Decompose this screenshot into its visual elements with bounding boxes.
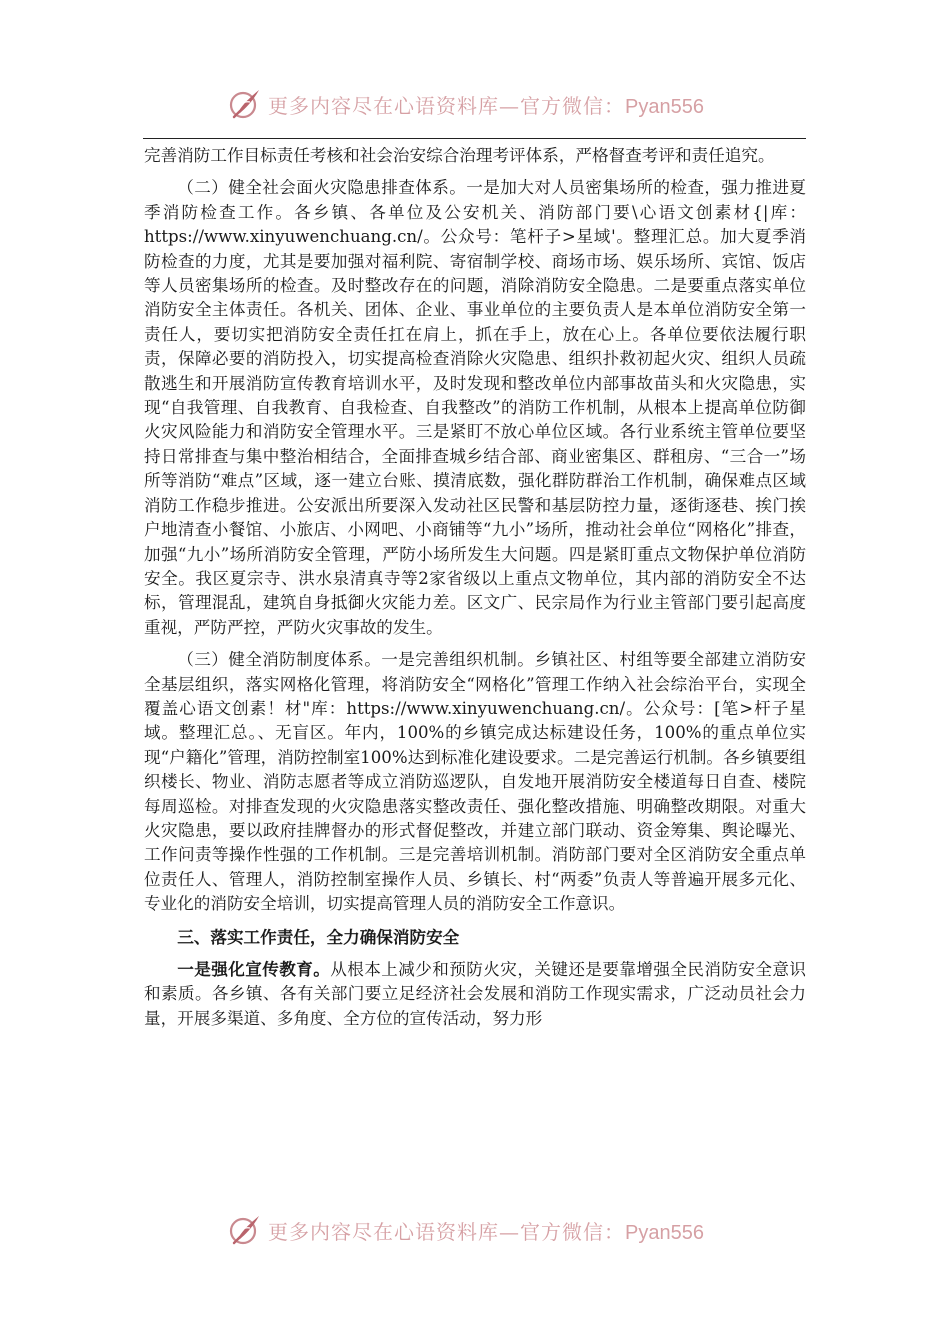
quill-logo-icon — [228, 1213, 262, 1247]
quill-logo-icon — [228, 87, 262, 121]
paragraph-fire-system: （三）健全消防制度体系。一是完善组织机制。乡镇社区、村组等要全部建立消防安全基层组织，落实网格化管理，将消防安全“网格化”管理工作纳入社会综治平台，实现全覆盖心语文创素！材"库：https://www.xinyuwenchuang.cn/。公众号：[笔>杆子星域。整理汇总。、无盲区。年内，100%的乡镇完成达标建设任务，100%的重点单位实现“户籍化”管理，消防控制室100%达到标准化建设要求。二是完善运行机制。各乡镇要组织楼长、物业、消防志愿者等成立消防巡逻队，自发地开展消防安全楼道每日自查、楼院每周巡检。对排查发现的火灾隐患落实整改责任、强化整改措施、明确整改期限。对重大火灾隐患，要以政府挂牌督办的形式督促整改，并建立部门联动、资金筹集、舆论曝光、工作问责等操作性强的工作机制。三是完善培训机制。消防部门要对全区消防安全重点单位责任人、管理人，消防控制室操作人员、乡镇长、村“两委”负责人等普遍开展多元化、专业化的消防安全培训，切实提高管理人员的消防安全工作意识。 — [144, 650, 806, 914]
paragraph-text: 从根本上减少和预防火灾，关键还是要靠增强全民消防安全意识和素质。各乡镇、各有关部门要立足经济社会发展和消防工作现实需求，广泛动员社会力量，开展多渠道、多角度、全方位的宣传活动，努力形 — [144, 960, 807, 1028]
section-heading: 三、落实工作责任，全力确保消防安全 — [177, 926, 460, 947]
header-divider — [143, 138, 806, 139]
paragraph-continued: 完善消防工作目标责任考核和社会治安综合治理考评体系，严格督查考评和责任追究。 — [144, 146, 775, 165]
footer-banner-text: 更多内容尽在心语资料库—官方微信：Pyan556 — [268, 1219, 704, 1244]
paragraph-lead-bold: 一是强化宣传教育。 — [177, 959, 331, 979]
footer-wechat-id: Pyan556 — [625, 1221, 704, 1244]
header-wechat-id: Pyan556 — [625, 95, 704, 118]
paragraph-fire-hazard-inspection: （二）健全社会面火灾隐患排查体系。一是加大对人员密集场所的检查，强力推进夏季消防检查工作。各乡镇、各单位及公安机关、消防部门要\心语文创素材{|库：https://www.xinyuwenchuang.cn/。公众号：笔杆子>星域'。整理汇总。加大夏季消防检查的力度，尤其是要加强对福利院、寄宿制学校、商场市场、娱乐场所、宾馆、饭店等人员密集场所的检查。及时整改存在的问题，消除消防安全隐患。二是要重点落实单位消防安全主体责任。各机关、团体、企业、事业单位的主要负责人是本单位消防安全第一责任人，要切实把消防安全责任扛在肩上，抓在手上，放在心上。各单位要依法履行职责，保障必要的消防投入，切实提高检查消除火灾隐患、组织扑救初起火灾、组织人员疏散逃生和开展消防宣传教育培训水平，及时发现和整改单位内部事故苗头和火灾隐患，实现“自我管理、自我教育、自我检查、自我整改”的消防工作机制，从根本上提高单位防御火灾风险能力和消防安全管理水平。三是紧盯不放心单位区域。各行业系统主管单位要坚持日常排查与集中整治相结合，全面排查城乡结合部、商业密集区、群租房、“三合一”场所等消防“难点”区域，逐一建立台账、摸清底数，强化群防群治工作机制，确保难点区域消防工作稳步推进。公安派出所要深入发动社区民警和基层防控力量，逐街逐巷、挨门挨户地清查小餐馆、小旅店、小网吧、小商铺等“九小”场所，推动社会单位“网格化”排查，加强“九小”场所消防安全管理，严防小场所发生大问题。四是紧盯重点文物保护单位消防安全。我区夏宗寺、洪水泉清真寺等2家省级以上重点文物单位，其内部的消防安全不达标，管理混乱，建筑自身抵御火灾能力差。区文广、民宗局作为行业主管部门要引起高度重视，严防严控，严防火灾事故的发生。 — [144, 178, 806, 637]
header-banner — [228, 84, 704, 124]
paragraph-publicity-education — [144, 957, 806, 1031]
footer-banner — [228, 1210, 704, 1250]
header-banner-text: 更多内容尽在心语资料库—官方微信：Pyan556 — [268, 93, 704, 118]
document-body — [144, 144, 806, 1039]
